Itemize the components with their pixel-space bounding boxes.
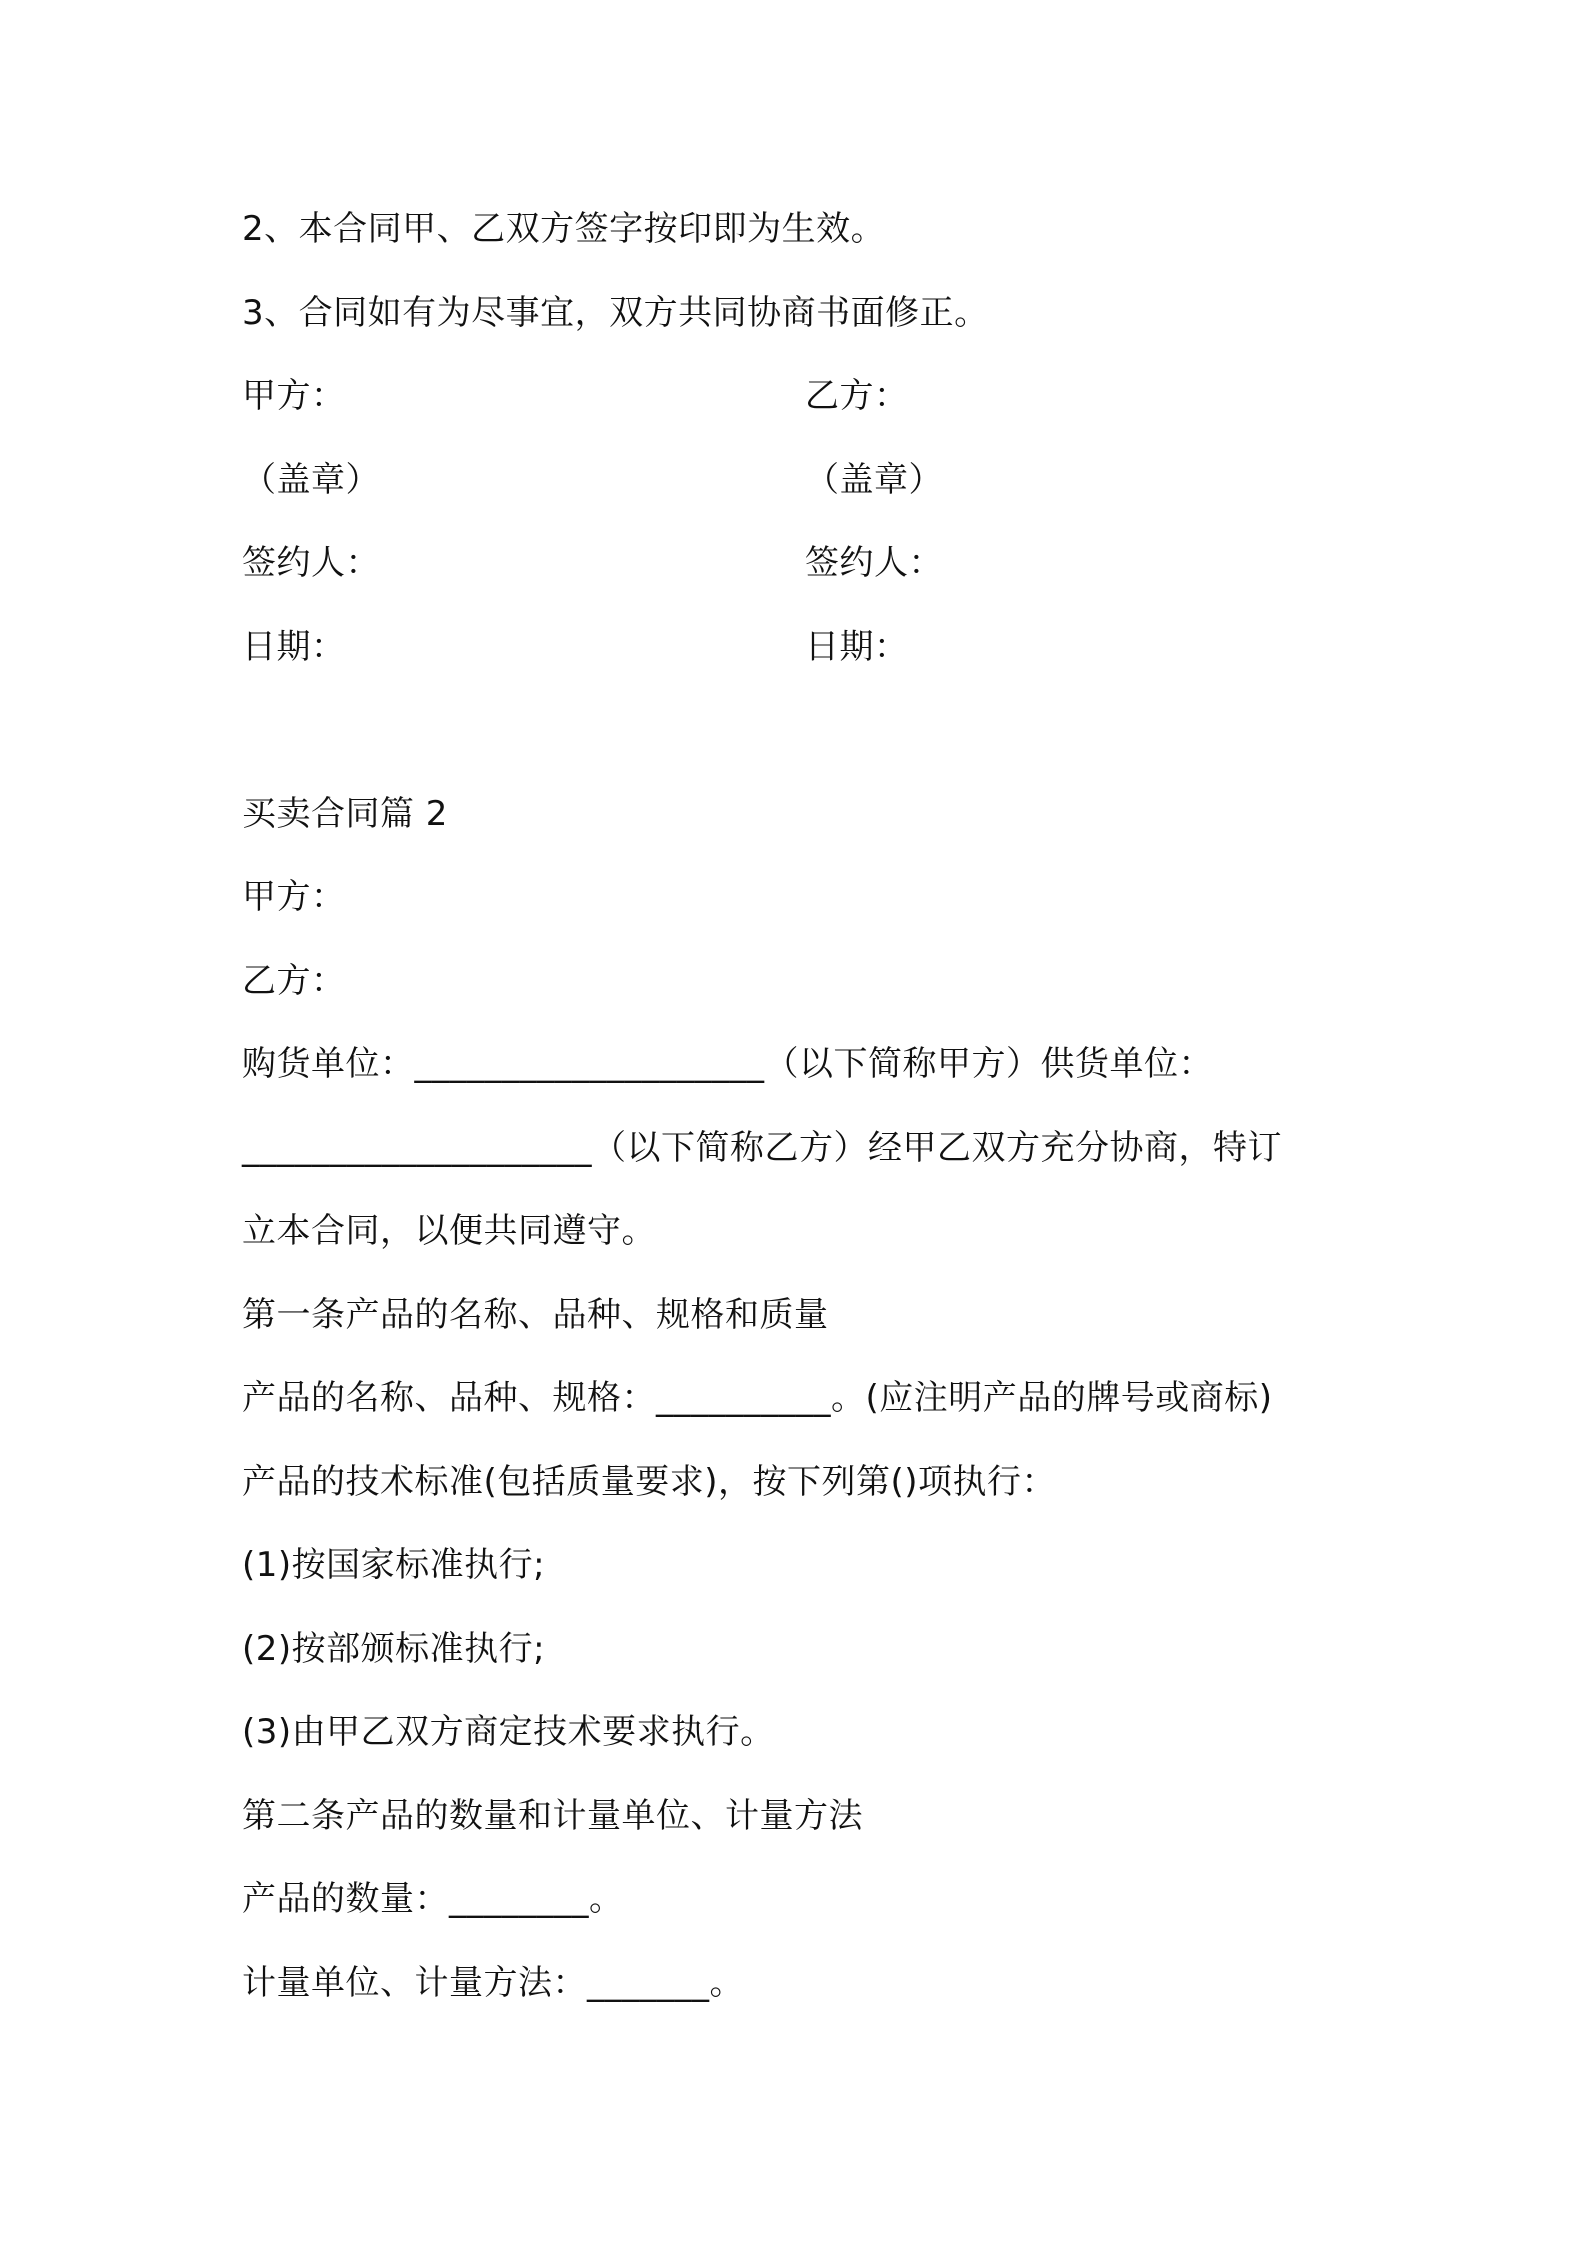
technical-standard-line: 产品的技术标准(包括质量要求)，按下列第()项执行： <box>242 1462 1057 1502</box>
party-a-seal: （盖章） <box>242 460 380 500</box>
unit-method-line: 计量单位、计量方法：_______。 <box>242 1963 744 2003</box>
party-b-label: 乙方： <box>805 376 909 416</box>
contract-2-title: 买卖合同篇 2 <box>242 794 448 834</box>
party-b-seal: （盖章） <box>805 460 943 500</box>
article-1-heading: 第一条产品的名称、品种、规格和质量 <box>242 1295 829 1335</box>
product-name-line: 产品的名称、品种、规格：__________。(应注明产品的牌号或商标) <box>242 1378 1273 1418</box>
party-b-date: 日期： <box>805 627 909 667</box>
party-b-signer: 签约人： <box>805 543 943 583</box>
quantity-line: 产品的数量：________。 <box>242 1879 624 1919</box>
party-a-signer: 签约人： <box>242 543 380 583</box>
agreement-line: 立本合同，以便共同遵守。 <box>242 1211 656 1251</box>
standard-option-3: (3)由甲乙双方商定技术要求执行。 <box>242 1712 775 1752</box>
article-2-heading: 第二条产品的数量和计量单位、计量方法 <box>242 1796 863 1836</box>
seller-unit-line: ____________________（以下简称乙方）经甲乙双方充分协商，特订 <box>242 1128 1282 1168</box>
contract-2-party-a: 甲方： <box>242 877 346 917</box>
standard-option-1: (1)按国家标准执行; <box>242 1545 546 1585</box>
party-a-date: 日期： <box>242 627 346 667</box>
party-a-label: 甲方： <box>242 376 346 416</box>
standard-option-2: (2)按部颁标准执行; <box>242 1629 546 1669</box>
clause-2-effective: 2、本合同甲、乙双方签字按印即为生效。 <box>242 209 886 249</box>
buyer-unit-line: 购货单位：____________________（以下简称甲方）供货单位： <box>242 1044 1213 1084</box>
contract-2-party-b: 乙方： <box>242 961 346 1001</box>
clause-3-amendment: 3、合同如有为尽事宜，双方共同协商书面修正。 <box>242 293 989 333</box>
